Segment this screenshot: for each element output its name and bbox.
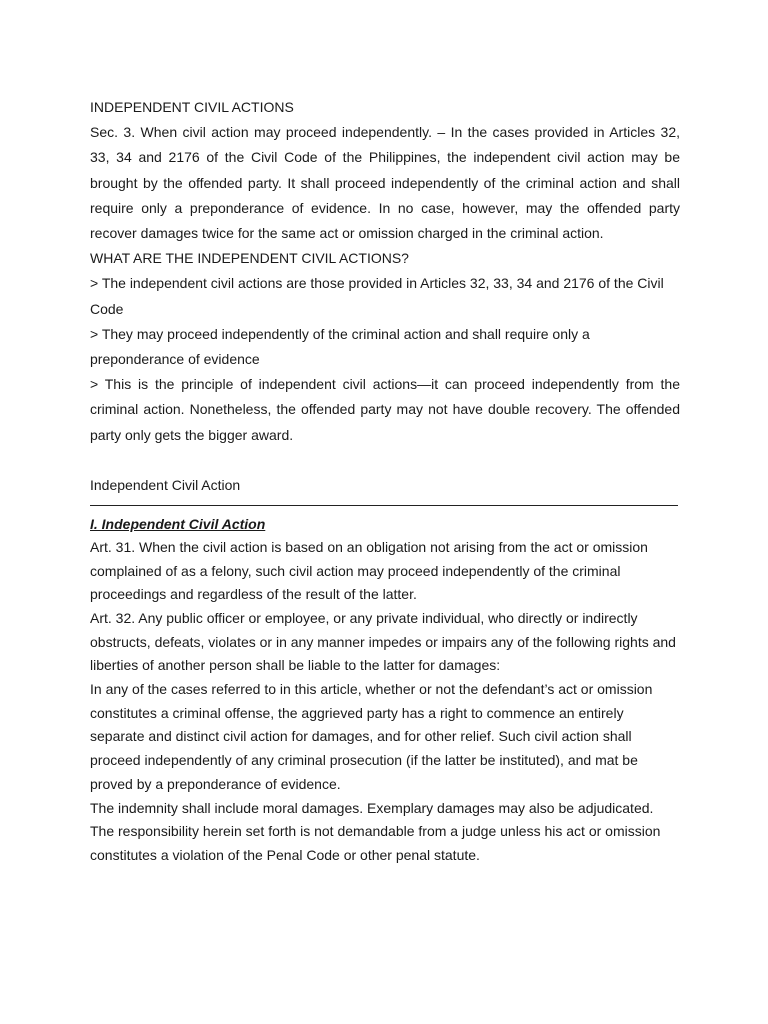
question-heading: WHAT ARE THE INDEPENDENT CIVIL ACTIONS? xyxy=(90,250,409,267)
section-3-paragraph: Sec. 3. When civil action may proceed independently. – In the cases provided in Articles 32, 33, 34 and 2176 of the Civil Code of the Philippines, the independent civil action may be brought by the offended party. It shall proceed independently of the criminal action and shall require only a preponderance of evidence. In no case, however, may the offended party recover damages twice for the same act or omission charged in the criminal action. xyxy=(90,124,680,242)
section-title: I. Independent Civil Action xyxy=(90,515,266,532)
article-32-paragraph-2: In any of the cases referred to in this article, whether or not the defendant’s act or omission constitutes a criminal offense, the aggrieved party has a right to commence an entirely separate and distinct civil action for damages, and for other relief. Such civil action shall proceed independently of any criminal prosecution (if the latter be instituted), and mat be proved by a preponderance of evidence. xyxy=(90,681,653,792)
document-heading: INDEPENDENT CIVIL ACTIONS xyxy=(90,99,294,115)
horizontal-rule xyxy=(90,505,678,506)
bullet-item-2: > They may proceed independently of the criminal action and shall require only a preponderance of evidence xyxy=(90,325,590,368)
document-page xyxy=(90,95,680,868)
subheading: Independent Civil Action xyxy=(90,476,241,493)
article-32-paragraph-3: The indemnity shall include moral damages. Exemplary damages may also be adjudicated. xyxy=(90,799,654,816)
article-32-paragraph: Art. 32. Any public officer or employee, or any private individual, who directly or indirectly obstructs, defeats, violates or in any manner impedes or impairs any of the following rights and liberties of another person shall be liable to the latter for damages: xyxy=(90,609,676,674)
spacer xyxy=(90,448,680,473)
bullet-item-3: > This is the principle of independent civil actions—it can proceed independently from the criminal action. Nonetheless, the offended party may not have double recovery. The offended party only gets the bigger award. xyxy=(90,376,680,443)
article-32-paragraph-4: The responsibility herein set forth is not demandable from a judge unless his act or omission constitutes a violation of the Penal Code or other penal statute. xyxy=(90,823,661,863)
article-31-paragraph: Art. 31. When the civil action is based on an obligation not arising from the act or omission complained of as a felony, such civil action may proceed independently of the criminal proceedings and regardless of the result of the latter. xyxy=(90,538,648,603)
bullet-item-1: > The independent civil actions are those provided in Articles 32, 33, 34 and 2176 of the Civil Code xyxy=(90,275,664,317)
